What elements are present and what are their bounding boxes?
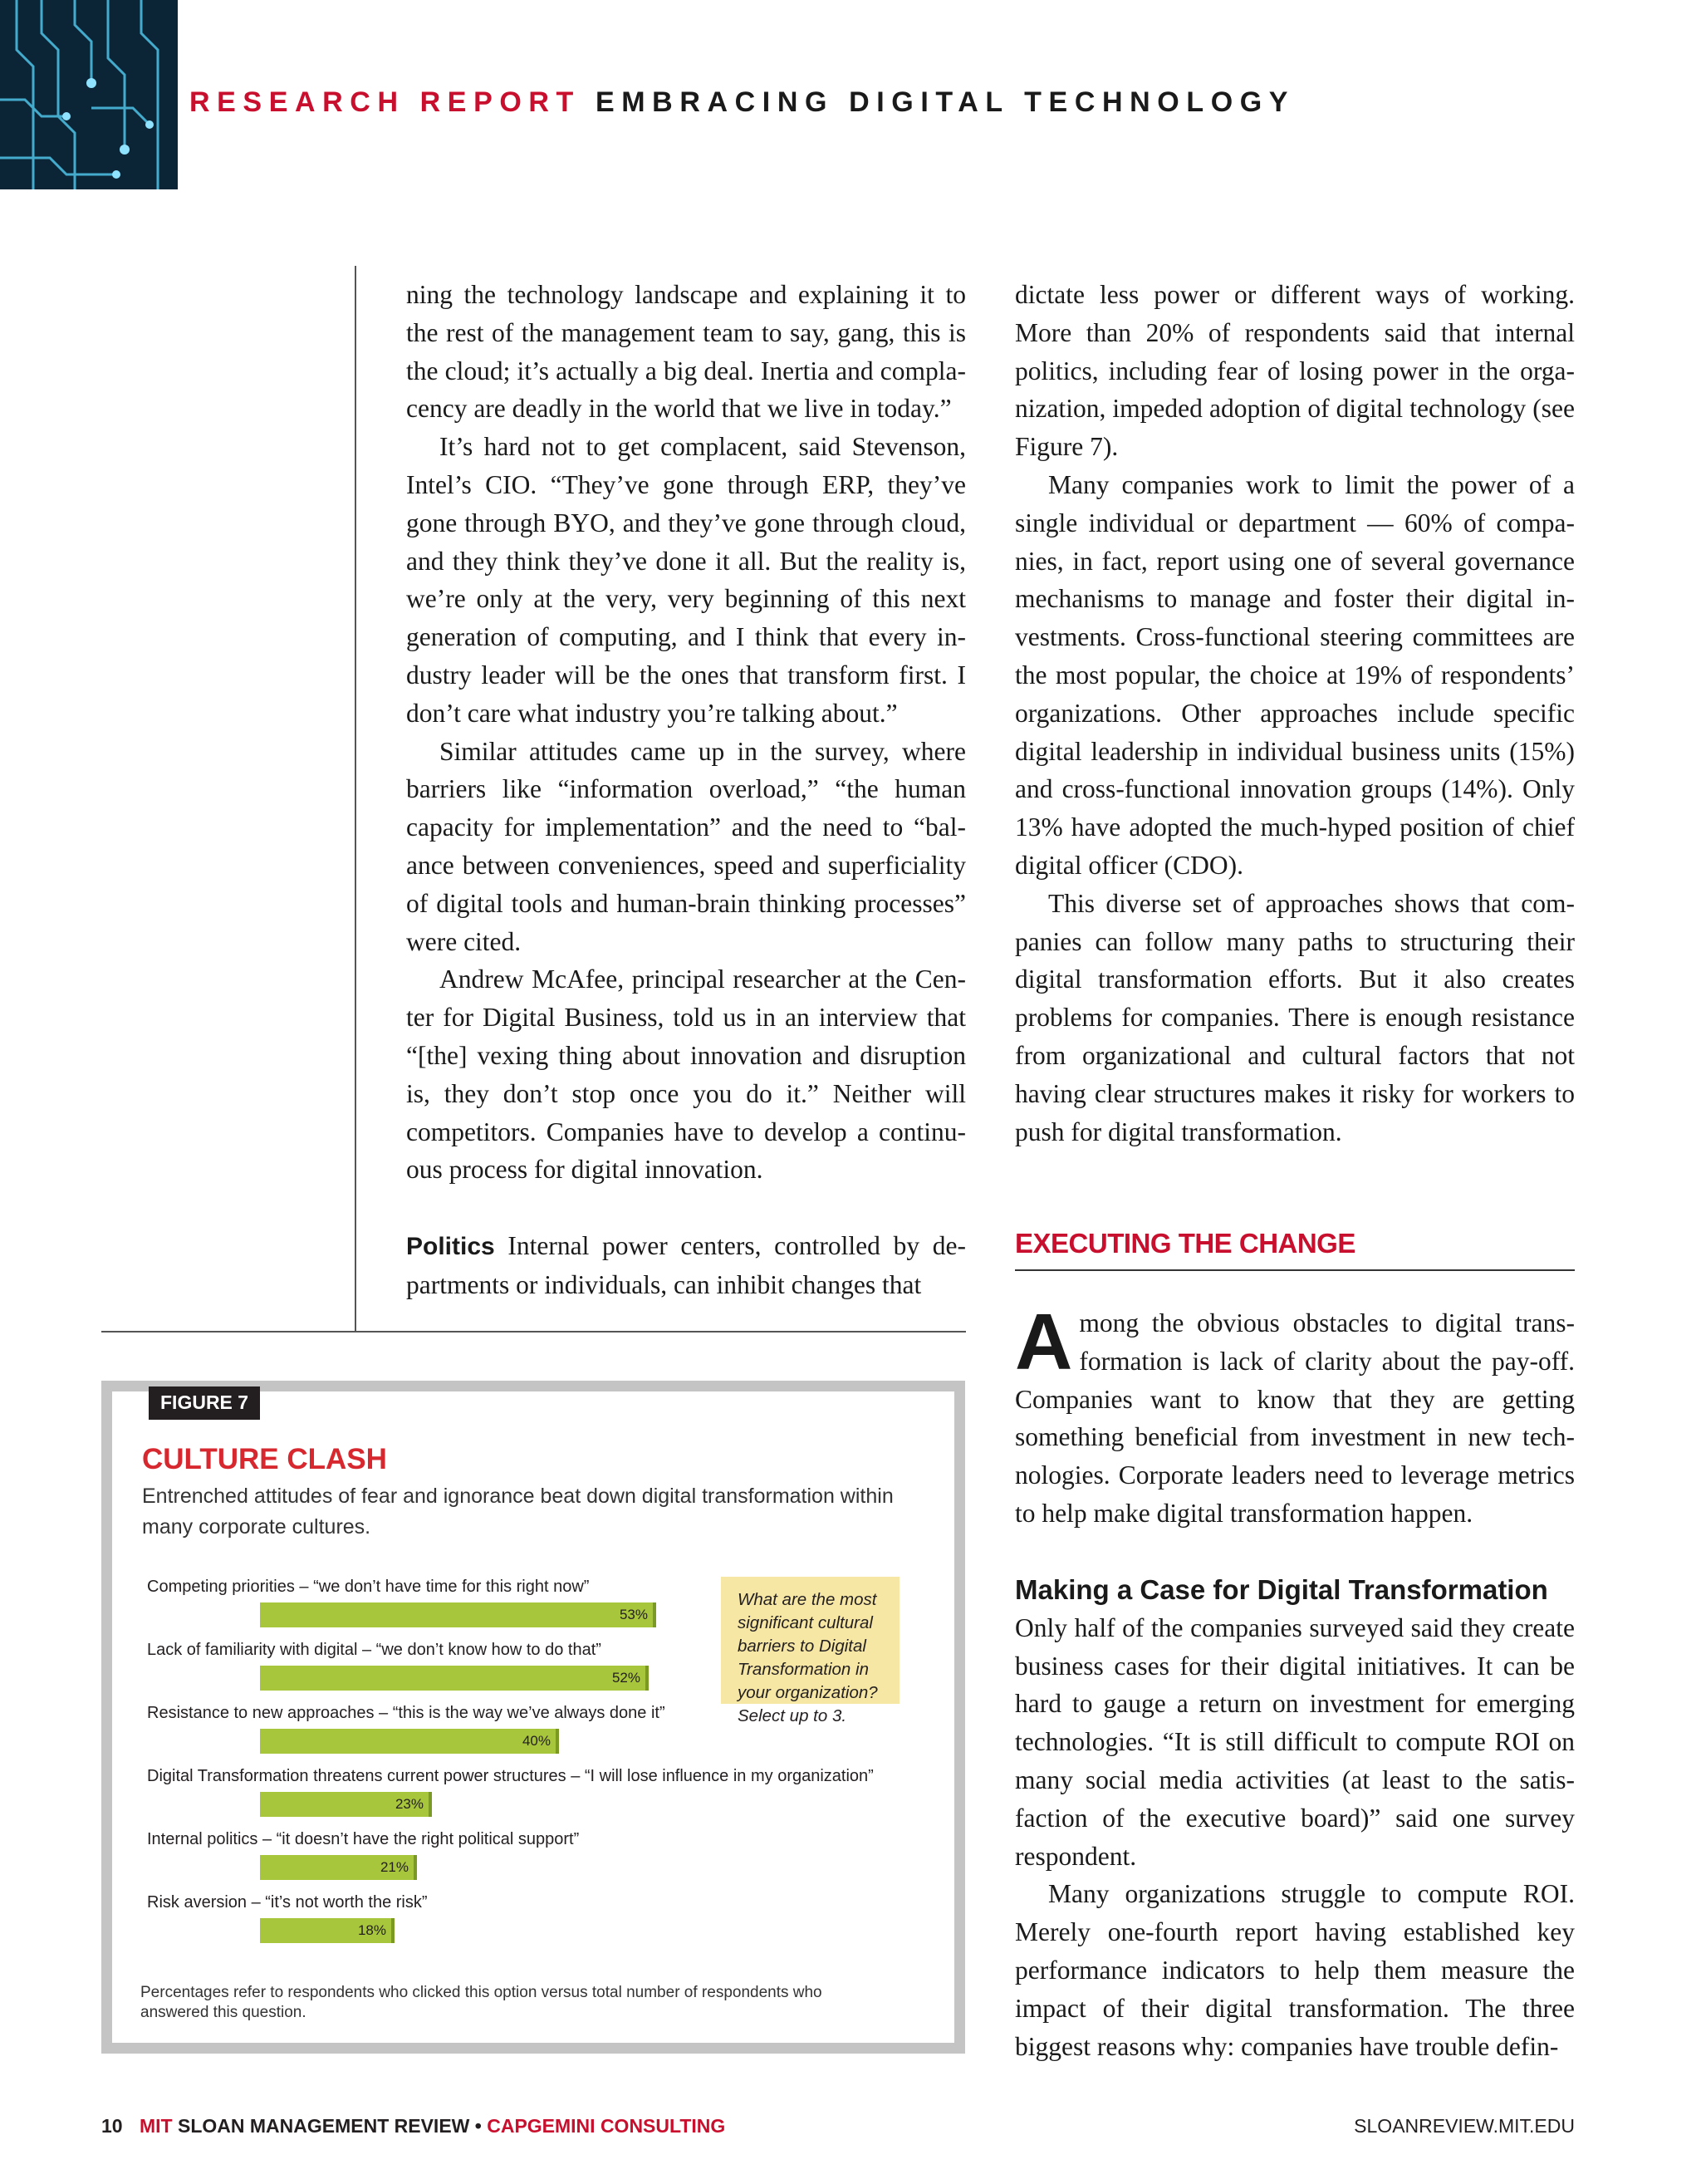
article-column-left — [406, 276, 966, 1304]
bar-value-label: 23% — [395, 1796, 424, 1812]
section-heading: EXECUTING THE CHANGE — [1015, 1228, 1575, 1271]
drop-cap: A — [1015, 1298, 1073, 1386]
footer-separator: • — [474, 2115, 482, 2137]
footer-left — [101, 2115, 725, 2137]
footer-mit: MIT — [139, 2115, 173, 2137]
paragraph: Similar attitudes came up in the survey, where barriers like “information overload,” “the human capacity for implementation” and the need to “balance between conveniences, speed and superficiality of digital tools and human-brain thinking processes” were cited. — [406, 736, 966, 956]
run-in-heading: Politics — [406, 1232, 495, 1260]
column-divider — [355, 266, 356, 1332]
page-number: 10 — [101, 2115, 123, 2137]
bar-label: Competing priorities – “we don’t have time for this right now” — [147, 1578, 590, 1596]
footer-publication: SLOAN MANAGEMENT REVIEW — [177, 2115, 470, 2137]
bar-value-label: 18% — [357, 1922, 386, 1938]
circuit-board-image — [0, 0, 178, 189]
paragraph-text: mong the obvious obstacles to digital transformation is lack of clarity about the pay-off. Companies want to know that they are getting something beneficial from investment in new technologies. Corporate leaders need to leverage metrics to help make digital transformation happen. — [1015, 1308, 1575, 1528]
paragraph: Andrew McAfee, principal researcher at the Center for Digital Business, told us in an interview that “[the] vexing thing about innovation and disruption is, they don’t stop once you do it.” Neither will competitors. Companies have to develop a continuous process for digital innovation. — [406, 964, 966, 1185]
bar-label: Internal politics – “it doesn’t have the right political support” — [147, 1830, 580, 1848]
bar-label: Lack of familiarity with digital – “we don’t know how to do that” — [147, 1641, 601, 1659]
bar-value-label: 53% — [619, 1607, 648, 1622]
figure-7 — [101, 1381, 965, 2054]
report-header — [189, 86, 1295, 119]
header-section: RESEARCH REPORT — [189, 86, 581, 118]
paragraph: dictate less power or different ways of working. More than 20% of respondents said that internal politics, including fear of losing power in the organization, impeded adoption of digital technology (see Figure 7). — [1015, 280, 1575, 462]
paragraph — [1015, 1298, 1575, 1533]
bar — [260, 1602, 656, 1627]
paragraph: ning the technology landscape and explaining it to the rest of the management team to say, gang, this is the cloud; it’s actually a big deal. Inertia and complacency are deadly in the world that we live in today.” — [406, 280, 966, 424]
bar — [260, 1666, 649, 1691]
header-title: EMBRACING DIGITAL TECHNOLOGY — [595, 86, 1296, 118]
bar-value-label: 40% — [522, 1733, 551, 1749]
footer-site: SLOANREVIEW.MIT.EDU — [1354, 2115, 1575, 2137]
paragraph: It’s hard not to get complacent, said Stevenson, Intel’s CIO. “They’ve gone through ERP, they’ve gone through BYO, and they’ve gone through cloud, and they think they’ve done it all. But the reality is, we’re only at the very, very beginning of this next generation of computing, and I think that every industry leader will be the ones that transform first. I don’t care what industry you’re talking about.” — [406, 432, 966, 728]
figure-subtitle: Entrenched attitudes of fear and ignorance beat down digital transformation within many corporate cultures. — [142, 1485, 894, 1539]
figure-tag: FIGURE 7 — [149, 1386, 260, 1420]
bar-label: Risk aversion – “it’s not worth the risk” — [147, 1893, 428, 1912]
article-column-right — [1015, 276, 1575, 1151]
bar-value-label: 52% — [611, 1670, 640, 1686]
bar-label: Digital Transformation threatens current power structures – “I will lose influence in my organization” — [147, 1767, 874, 1785]
bar-value-label: 21% — [380, 1859, 409, 1875]
survey-question-callout: What are the most significant cultural barriers to Digital Transformation in your organization? Select up to 3. — [721, 1577, 900, 1704]
article-column-right-lower — [1015, 1298, 1575, 2065]
subsection-heading: Making a Case for Digital Transformation — [1015, 1573, 1548, 1605]
bar-label: Resistance to new approaches – “this is the way we’ve always done it” — [147, 1704, 665, 1722]
paragraph — [406, 1227, 966, 1304]
paragraph: This diverse set of approaches shows that companies can follow many paths to structuring their digital transformation efforts. But it also creates problems for companies. There is enough resistance from organizational and cultural factors that not having clear structures makes it risky for workers to push for digital transformation. — [1015, 888, 1575, 1146]
paragraph: Only half of the companies surveyed said they create business cases for their digital initiatives. It can be hard to gauge a return on investment for emerging technologies. “It is still difficult to compute ROI on many social media activities (at least to the satisfaction of the executive board)” said one survey respondent. — [1015, 1612, 1575, 1871]
figure-footnote: Percentages refer to respondents who clicked this option versus total number of respondents who answered this question. — [140, 1984, 822, 2021]
figure-title: CULTURE CLASH — [142, 1443, 387, 1475]
paragraph: Many companies work to limit the power of a single individual or department — 60% of companies, in fact, report using one of several governance mechanisms to manage and foster their digital investments. Cross-functional steering committees are the most popular, the choice at 19% of respondents’ organizations. Other approaches include specific digital leadership in individual business units (15%) and cross-functional innovation groups (14%). Only 13% have adopted the much-hyped position of chief digital officer (CDO). — [1015, 469, 1575, 880]
horizontal-rule — [101, 1331, 966, 1332]
paragraph: Many organizations struggle to compute ROI. Merely one-fourth report having established key performance indicators to help them measure the impact of their digital transformation. The three biggest reasons why: companies have trouble defin- — [1015, 1879, 1575, 2061]
footer-partner: CAPGEMINI CONSULTING — [487, 2115, 726, 2137]
paragraph-text: Internal power centers, controlled by departments or individuals, can inhibit changes that — [406, 1230, 966, 1299]
